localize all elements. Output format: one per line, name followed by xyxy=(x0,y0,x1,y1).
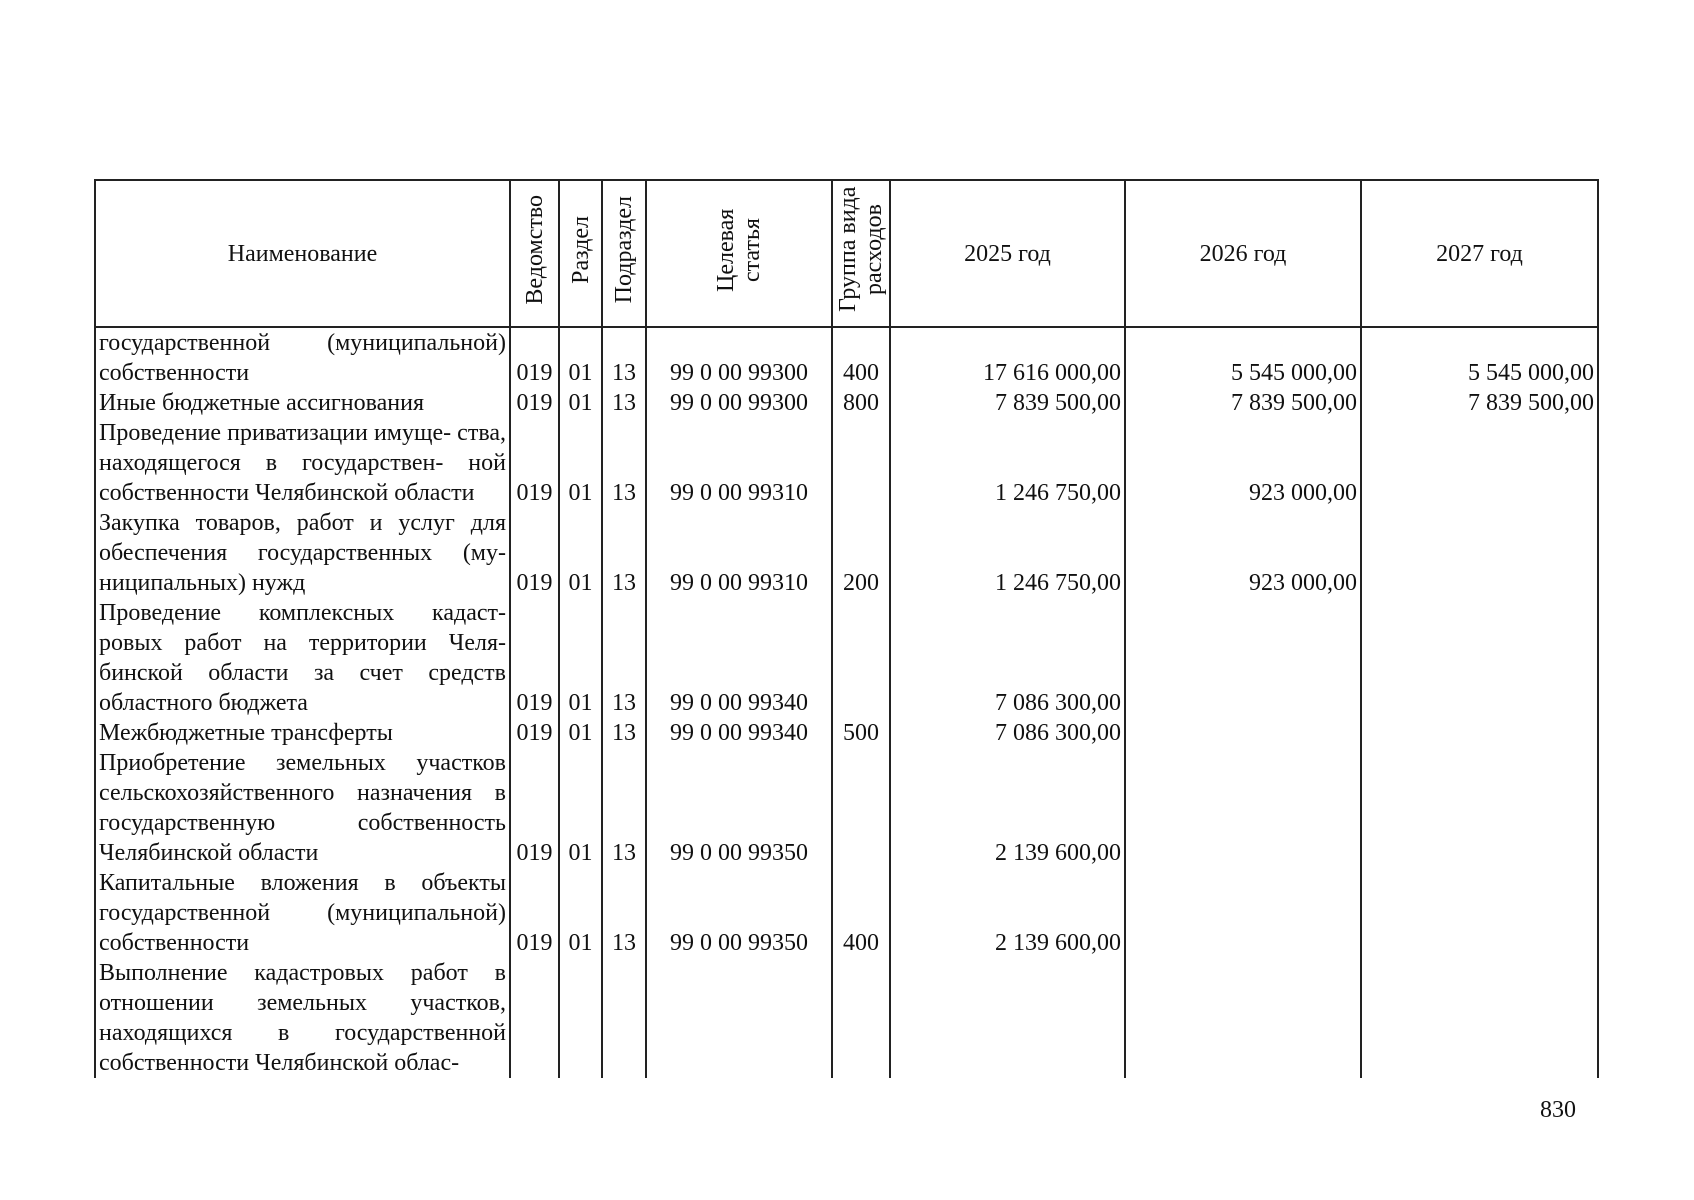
cell-group xyxy=(832,418,890,508)
cell-2025: 7 086 300,00 xyxy=(890,718,1125,748)
cell-subsection: 13 xyxy=(602,748,646,868)
header-section: Раздел xyxy=(559,180,602,327)
cell-dept xyxy=(510,958,559,1078)
cell-group xyxy=(832,748,890,868)
table-row xyxy=(95,388,1598,418)
cell-2026 xyxy=(1125,868,1361,958)
header-2025: 2025 год xyxy=(890,180,1125,327)
table-row xyxy=(95,958,1598,1078)
cell-dept: 019 xyxy=(510,418,559,508)
cell-2026 xyxy=(1125,958,1361,1078)
table-row xyxy=(95,418,1598,508)
cell-2025: 2 139 600,00 xyxy=(890,868,1125,958)
cell-name: Иные бюджетные ассигнования xyxy=(95,388,510,418)
cell-name: Приобретение земельных участков сельскохозяйственного назначения в государственную собственность Челябинской области xyxy=(95,748,510,868)
cell-section: 01 xyxy=(559,868,602,958)
header-2027: 2027 год xyxy=(1361,180,1598,327)
cell-2025 xyxy=(890,958,1125,1078)
cell-target: 99 0 00 99310 xyxy=(646,508,832,598)
cell-2025: 2 139 600,00 xyxy=(890,748,1125,868)
cell-2026 xyxy=(1125,718,1361,748)
table-row xyxy=(95,748,1598,868)
cell-2025: 17 616 000,00 xyxy=(890,327,1125,388)
table-row xyxy=(95,508,1598,598)
cell-2027 xyxy=(1361,748,1598,868)
cell-2026 xyxy=(1125,748,1361,868)
cell-target: 99 0 00 99310 xyxy=(646,418,832,508)
cell-subsection xyxy=(602,958,646,1078)
page-number: 830 xyxy=(1540,1097,1576,1123)
cell-dept: 019 xyxy=(510,327,559,388)
cell-group: 500 xyxy=(832,718,890,748)
cell-target: 99 0 00 99340 xyxy=(646,598,832,718)
cell-name: Выполнение кадастровых работ в отношении земельных участков, находящихся в государственной собственности Челябинской облас- xyxy=(95,958,510,1078)
cell-name: Межбюджетные трансферты xyxy=(95,718,510,748)
cell-2026: 923 000,00 xyxy=(1125,418,1361,508)
cell-group xyxy=(832,598,890,718)
cell-group xyxy=(832,958,890,1078)
cell-group: 400 xyxy=(832,327,890,388)
cell-section: 01 xyxy=(559,598,602,718)
header-2026: 2026 год xyxy=(1125,180,1361,327)
cell-subsection: 13 xyxy=(602,388,646,418)
cell-2026: 923 000,00 xyxy=(1125,508,1361,598)
table-body xyxy=(95,327,1598,1078)
budget-table xyxy=(94,179,1599,1078)
cell-subsection: 13 xyxy=(602,598,646,718)
cell-dept: 019 xyxy=(510,388,559,418)
cell-section: 01 xyxy=(559,508,602,598)
header-subsection: Подраздел xyxy=(602,180,646,327)
cell-name: Капитальные вложения в объекты государственной (муниципальной) собственности xyxy=(95,868,510,958)
cell-dept: 019 xyxy=(510,718,559,748)
cell-2027 xyxy=(1361,418,1598,508)
cell-2025: 7 839 500,00 xyxy=(890,388,1125,418)
cell-2026: 5 545 000,00 xyxy=(1125,327,1361,388)
cell-dept: 019 xyxy=(510,508,559,598)
cell-subsection: 13 xyxy=(602,718,646,748)
cell-dept: 019 xyxy=(510,748,559,868)
cell-group: 400 xyxy=(832,868,890,958)
header-target: Целевая статья xyxy=(646,180,832,327)
cell-2027 xyxy=(1361,598,1598,718)
cell-name: Закупка товаров, работ и услуг для обеспечения государственных (му- ниципальных) нужд xyxy=(95,508,510,598)
cell-section xyxy=(559,958,602,1078)
table-row xyxy=(95,718,1598,748)
cell-subsection: 13 xyxy=(602,868,646,958)
cell-2026 xyxy=(1125,598,1361,718)
cell-target: 99 0 00 99350 xyxy=(646,748,832,868)
cell-name: Проведение приватизации имуще- ства, находящегося в государствен- ной собственности Челябинской области xyxy=(95,418,510,508)
table-row xyxy=(95,598,1598,718)
cell-target: 99 0 00 99300 xyxy=(646,388,832,418)
cell-2027: 5 545 000,00 xyxy=(1361,327,1598,388)
cell-group: 800 xyxy=(832,388,890,418)
cell-target xyxy=(646,958,832,1078)
cell-2027 xyxy=(1361,958,1598,1078)
cell-name: Проведение комплексных кадаст- ровых работ на территории Челя- бинской области за счет средств областного бюджета xyxy=(95,598,510,718)
cell-group: 200 xyxy=(832,508,890,598)
cell-2025: 1 246 750,00 xyxy=(890,418,1125,508)
cell-subsection: 13 xyxy=(602,327,646,388)
cell-target: 99 0 00 99350 xyxy=(646,868,832,958)
cell-2027 xyxy=(1361,718,1598,748)
cell-subsection: 13 xyxy=(602,418,646,508)
cell-dept: 019 xyxy=(510,598,559,718)
cell-target: 99 0 00 99300 xyxy=(646,327,832,388)
cell-section: 01 xyxy=(559,748,602,868)
cell-2027 xyxy=(1361,868,1598,958)
table-row xyxy=(95,868,1598,958)
cell-target: 99 0 00 99340 xyxy=(646,718,832,748)
cell-section: 01 xyxy=(559,327,602,388)
cell-2027: 7 839 500,00 xyxy=(1361,388,1598,418)
cell-2027 xyxy=(1361,508,1598,598)
header-group: Группа вида расходов xyxy=(832,180,890,327)
header-name: Наименование xyxy=(95,180,510,327)
cell-subsection: 13 xyxy=(602,508,646,598)
cell-2025: 7 086 300,00 xyxy=(890,598,1125,718)
table-row xyxy=(95,327,1598,388)
cell-2025: 1 246 750,00 xyxy=(890,508,1125,598)
cell-section: 01 xyxy=(559,418,602,508)
cell-2026: 7 839 500,00 xyxy=(1125,388,1361,418)
cell-name: государственной (муниципальной) собственности xyxy=(95,327,510,388)
header-dept: Ведомство xyxy=(510,180,559,327)
table-header xyxy=(95,180,1598,327)
cell-section: 01 xyxy=(559,718,602,748)
cell-dept: 019 xyxy=(510,868,559,958)
cell-section: 01 xyxy=(559,388,602,418)
